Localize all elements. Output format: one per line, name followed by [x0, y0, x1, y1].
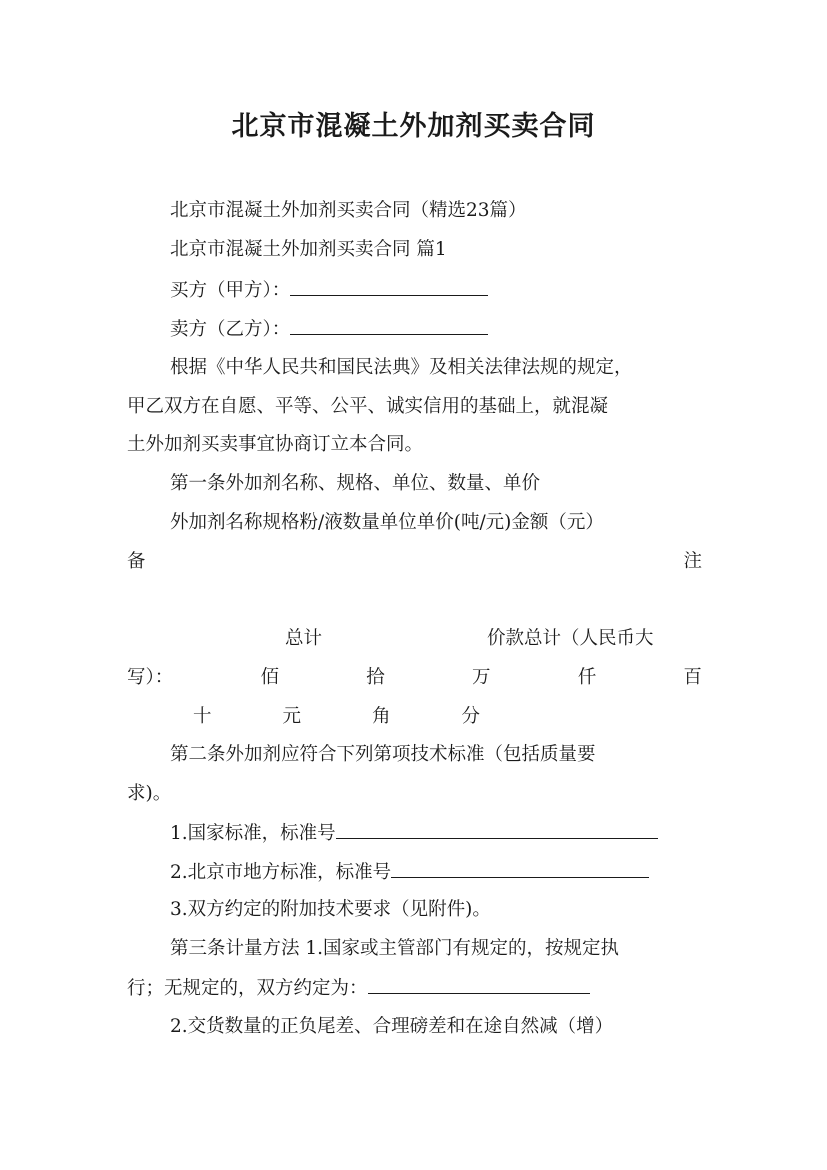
measurement-blank[interactable] [368, 975, 590, 994]
intro-line-2: 甲乙双方在自愿、平等、公平、诚实信用的基础上，就混凝 [127, 396, 609, 417]
standard-1-line [170, 820, 658, 847]
article3-item-2: 2.交货数量的正负尾差、合理磅差和在途自然减（增） [170, 1016, 614, 1037]
article3-line-2 [127, 975, 590, 1002]
price-unit: 元 [282, 706, 301, 727]
price-unit: 万 [471, 667, 491, 688]
article2-line-2: 求)。 [127, 783, 172, 804]
price-unit: 佰 [260, 667, 279, 688]
standard-1-label: 1.国家标准，标准号 [170, 823, 336, 844]
price-unit: 十 [193, 706, 212, 727]
standard-2-label: 2.北京市地方标准，标准号 [170, 862, 392, 883]
price-unit: 拾 [366, 667, 385, 688]
price-unit: 仟 [577, 667, 597, 688]
price-units-row-1 [127, 665, 702, 691]
part-heading: 北京市混凝土外加剂买卖合同 篇1 [170, 239, 447, 260]
article2-line-1: 第二条外加剂应符合下列第项技术标准（包括质量要 [170, 744, 596, 765]
table-header-cont-left: 备 [127, 551, 146, 572]
price-unit: 写）： [127, 667, 174, 688]
buyer-label: 买方（甲方）： [170, 280, 291, 301]
table-header-continuation [127, 549, 702, 575]
price-unit: 百 [683, 667, 702, 688]
buyer-blank[interactable] [290, 277, 488, 296]
standard-2-blank[interactable] [391, 859, 649, 878]
price-unit: 角 [371, 706, 391, 727]
article3-line-1: 第三条计量方法 1.国家或主管部门有规定的，按规定执 [170, 938, 620, 959]
standard-2-line [170, 859, 649, 886]
buyer-line [170, 277, 488, 304]
standard-3-line: 3.双方约定的附加技术要求（见附件)。 [170, 899, 491, 920]
article3-line-2-label: 行；无规定的，双方约定为： [127, 978, 368, 999]
price-unit: 分 [461, 706, 480, 727]
table-header-cont-right: 注 [683, 551, 702, 572]
seller-label: 卖方（乙方）： [170, 319, 291, 340]
seller-line [170, 316, 488, 343]
total-label: 总计 [285, 628, 323, 649]
article1-heading: 第一条外加剂名称、规格、单位、数量、单价 [170, 473, 541, 494]
document-title: 北京市混凝土外加剂买卖合同 [231, 111, 596, 142]
price-units-row-2 [193, 704, 480, 730]
table-header: 外加剂名称规格粉/液数量单位单价(吨/元)金额（元） [170, 512, 604, 533]
price-total-label: 价款总计（人民币大 [487, 628, 654, 649]
seller-blank[interactable] [290, 316, 488, 335]
intro-line-3: 土外加剂买卖事宜协商订立本合同。 [127, 434, 424, 455]
subtitle: 北京市混凝土外加剂买卖合同（精选23篇） [170, 200, 527, 221]
intro-line-1: 根据《中华人民共和国民法典》及相关法律法规的规定， [170, 357, 633, 378]
standard-1-blank[interactable] [336, 820, 658, 839]
